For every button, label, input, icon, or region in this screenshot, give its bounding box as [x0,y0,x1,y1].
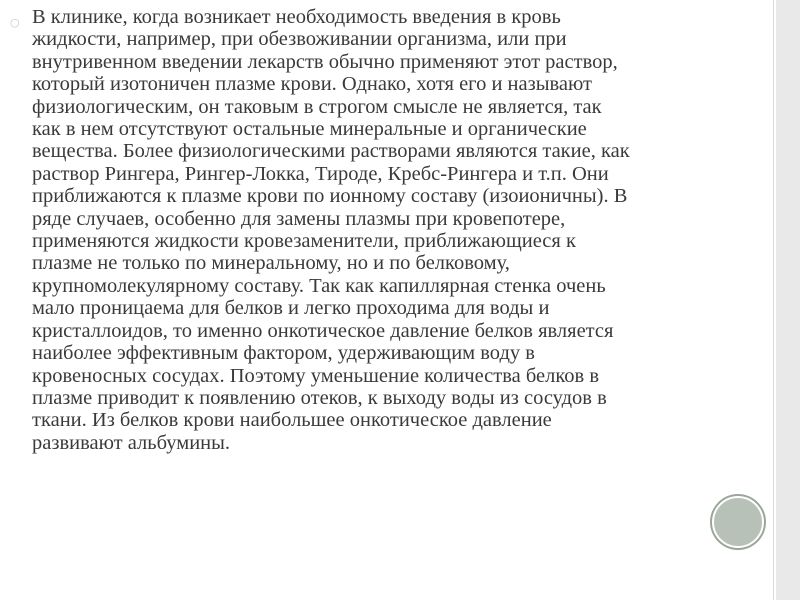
paragraph-line-6: как в нем отсутствуют остальные минеральные и органические [32,118,587,141]
paragraph-line-20: развивают альбумины. [32,431,231,454]
paragraph-line-12: плазме не только по минеральному, но и по белковому, [32,252,510,275]
paragraph-line-11: применяются жидкости кровезаменители, приближающиеся к [32,230,576,253]
paragraph-line-9: приближаются к плазме крови по ионному составу (изоионичны). В [32,185,628,208]
paragraph-line-2: жидкости, например, при обезвоживании организма, или при [32,28,567,51]
slide-right-border [776,0,800,600]
body-paragraph [32,6,750,454]
paragraph-line-18: плазме приводит к появлению отеков, к выходу воды из сосудов в [32,386,607,409]
paragraph-line-19: ткани. Из белков крови наибольшее онкотическое давление [32,409,552,432]
decorative-circle-icon [712,496,764,548]
paragraph-line-13: крупномолекулярному составу. Так как капиллярная стенка очень [32,274,606,297]
paragraph-line-1: В клинике, когда возникает необходимость введения в кровь [32,6,561,28]
paragraph-line-16: наиболее эффективным фактором, удерживающим воду в [32,342,535,365]
paragraph-line-8: раствор Рингера, Рингер-Локка, Тироде, Кребс-Рингера и т.п. Они [32,162,609,185]
slide-content [10,6,750,454]
paragraph-line-7: вещества. Более физиологическими растворами являются такие, как [32,140,630,163]
paragraph-line-3: внутривенном введении лекарств обычно применяют этот раствор, [32,50,618,73]
paragraph-line-4: который изотоничен плазме крови. Однако, хотя его и называют [32,73,592,96]
paragraph-line-15: кристаллоидов, то именно онкотическое давление белков является [32,319,614,342]
paragraph-line-5: физиологическим, он таковым в строгом смысле не является, так [32,95,602,118]
paragraph-line-14: мало проницаема для белков и легко проходима для воды и [32,297,550,320]
paragraph-line-17: кровеносных сосудах. Поэтому уменьшение количества белков в [32,364,600,387]
paragraph-line-10: ряде случаев, особенно для замены плазмы при кровепотере, [32,207,566,230]
slide-border-line [773,0,774,600]
hollow-circle-bullet-icon: ○ [10,16,20,29]
